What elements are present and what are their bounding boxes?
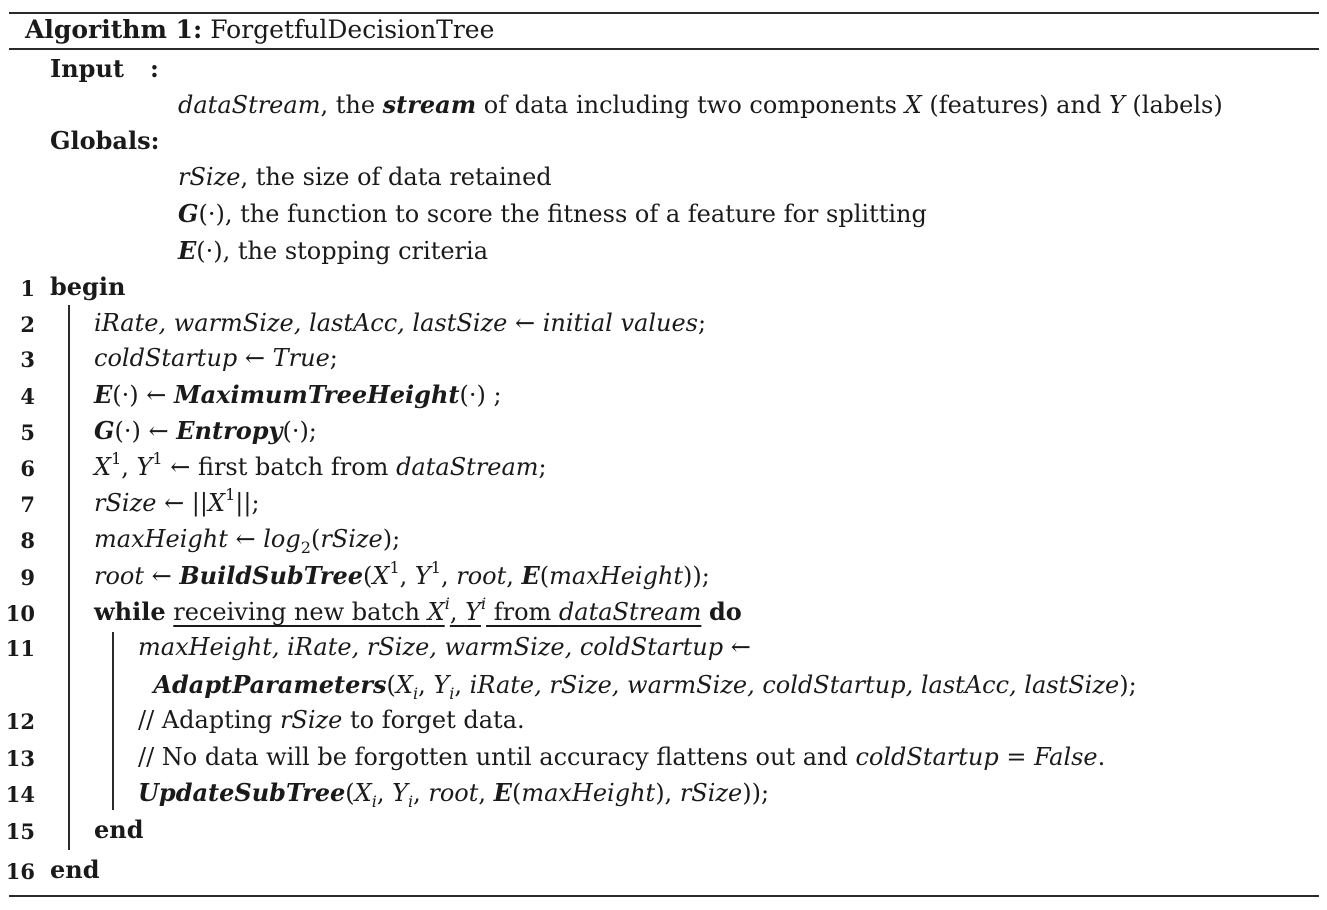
line-number: 16	[5, 859, 35, 884]
text-segment: Entropy	[176, 416, 283, 445]
text-segment: ,	[478, 779, 494, 807]
text-segment: ← first batch from	[162, 453, 397, 481]
globals-colon: :	[150, 126, 160, 155]
text-segment: False	[1034, 743, 1098, 771]
text-segment: X	[395, 671, 414, 699]
algorithm-line	[94, 485, 260, 518]
text-segment: while	[94, 597, 166, 626]
text-segment: E	[493, 778, 512, 807]
text-segment: 2	[300, 537, 311, 557]
globals-lines-item	[178, 162, 552, 192]
text-segment: dataStream	[396, 453, 539, 481]
text-segment: dataStream	[178, 91, 321, 119]
text-segment: // Adapting	[138, 706, 280, 734]
text-segment	[701, 598, 709, 626]
algorithm-line	[94, 380, 502, 410]
text-segment: do	[709, 597, 742, 626]
algorithm-line	[94, 449, 547, 482]
text-segment: (·), the function to score the fitness of a feature for splitting	[198, 200, 927, 228]
text-segment: (·) ←	[114, 417, 177, 445]
algorithm-line	[94, 416, 317, 446]
text-segment: iRate, warmSize, lastAcc, lastSize	[94, 309, 508, 337]
text-segment: initial values	[542, 309, 698, 337]
algorithm-line	[94, 524, 401, 557]
caption-rule	[9, 48, 1319, 50]
text-segment: E	[94, 380, 113, 409]
line-number: 9	[20, 565, 35, 590]
text-segment: ,	[399, 562, 415, 590]
text-segment: log	[263, 525, 301, 553]
text-segment: ,	[449, 598, 466, 626]
line-number: 7	[20, 492, 35, 517]
text-segment: ),	[655, 779, 680, 807]
algorithm-line	[153, 670, 1137, 703]
text-segment: maxHeight	[94, 525, 228, 553]
line-number: 3	[20, 347, 35, 372]
text-segment: stream	[382, 90, 477, 119]
text-segment: BuildSubTree	[179, 561, 363, 590]
input-label-text: Input	[50, 54, 124, 83]
text-segment: E	[178, 236, 197, 265]
algorithm-line	[94, 558, 710, 591]
input-colon: :	[150, 54, 159, 83]
text-segment: ,	[418, 671, 434, 699]
line-number: 2	[20, 312, 35, 337]
text-segment: i	[449, 683, 455, 703]
text-segment: ,	[121, 453, 137, 481]
text-segment: .	[1097, 743, 1106, 771]
text-segment: coldStartup	[855, 743, 999, 771]
text-segment: MaximumTreeHeight	[174, 380, 460, 409]
text-segment: Y	[1108, 91, 1125, 119]
text-segment: (	[310, 525, 321, 553]
algorithm-line	[138, 632, 751, 662]
line-number: 1	[20, 276, 35, 301]
text-segment: ← ||	[156, 489, 208, 517]
text-segment: AdaptParameters	[153, 670, 387, 699]
text-segment: ;	[329, 344, 338, 372]
text-segment: root	[94, 562, 145, 590]
text-segment: X	[427, 598, 445, 626]
input-label	[50, 54, 159, 84]
text-segment: (·) ←	[112, 381, 175, 409]
text-segment: UpdateSubTree	[138, 778, 346, 807]
text-segment: E	[521, 561, 540, 590]
algorithm-line	[94, 308, 706, 338]
line-number: 15	[5, 819, 35, 844]
algorithm-line	[138, 742, 1105, 772]
text-segment: rSize	[279, 706, 343, 734]
text-segment: True	[272, 344, 330, 372]
text-segment: (·), the stopping criteria	[196, 237, 488, 265]
line-number: 13	[5, 746, 35, 771]
line-number: 6	[20, 456, 35, 481]
text-segment: ,	[506, 562, 522, 590]
text-segment: Y	[465, 598, 481, 626]
text-segment: , the size of data retained	[240, 163, 552, 191]
text-segment: =	[998, 743, 1035, 771]
text-segment: i	[371, 791, 377, 811]
text-segment: X	[904, 91, 922, 119]
text-segment: ←	[507, 309, 543, 337]
text-segment: Y	[392, 779, 408, 807]
input-lines-item	[178, 90, 1223, 120]
text-segment: (features) and	[921, 91, 1109, 119]
text-segment: end	[94, 815, 144, 844]
text-segment: G	[178, 199, 199, 228]
line-number: 10	[5, 601, 35, 626]
text-segment: X	[372, 562, 390, 590]
line-number: 4	[20, 384, 35, 409]
text-segment: X	[94, 453, 112, 481]
text-segment: ,	[413, 779, 429, 807]
algorithm-line	[50, 272, 125, 302]
text-segment: 1	[225, 485, 236, 504]
text-segment: ←	[227, 525, 264, 553]
text-segment: // No data will be forgotten until accuracy flattens out and	[138, 743, 856, 771]
line-number: 14	[5, 782, 35, 807]
text-segment: (	[386, 671, 396, 699]
text-segment: ,	[454, 671, 470, 699]
text-segment: rSize	[178, 163, 241, 191]
text-segment: ,	[440, 562, 457, 590]
top-rule	[9, 12, 1319, 14]
text-segment: );	[1119, 671, 1137, 699]
caption-label: Algorithm 1:	[25, 15, 203, 44]
text-segment: X	[354, 779, 372, 807]
text-segment: i	[444, 594, 450, 613]
text-segment: ;	[697, 309, 707, 337]
line-number: 5	[20, 420, 35, 445]
text-segment: end	[50, 855, 100, 884]
text-segment: (·);	[282, 417, 317, 445]
text-segment: 1	[430, 558, 441, 577]
algorithm-line	[94, 815, 144, 845]
text-segment: );	[382, 525, 401, 553]
text-segment: (·) ;	[459, 381, 502, 409]
text-segment: (	[539, 562, 550, 590]
text-segment: from	[486, 598, 559, 626]
text-segment: ←	[237, 344, 273, 372]
text-segment: (labels)	[1124, 91, 1223, 119]
text-segment: maxHeight, iRate, rSize, warmSize, coldStartup	[138, 633, 724, 661]
text-segment: X	[207, 489, 226, 517]
text-segment: i	[413, 683, 419, 703]
algorithm-line	[138, 705, 525, 735]
text-segment: root	[428, 779, 479, 807]
text-segment: Y	[414, 562, 431, 590]
while-block-bar	[112, 632, 114, 810]
line-number: 11	[5, 636, 35, 661]
algorithm-caption	[25, 15, 494, 45]
text-segment: i	[480, 594, 487, 613]
text-segment: 1	[389, 558, 400, 577]
text-segment: Y	[136, 453, 153, 481]
text-segment: root	[456, 562, 507, 590]
text-segment: ));	[742, 779, 770, 807]
text-segment: rSize	[679, 779, 743, 807]
text-segment: maxHeight	[549, 562, 684, 590]
text-segment: dataStream	[558, 598, 702, 626]
text-segment: 1	[152, 449, 163, 468]
text-segment: 1	[111, 449, 122, 468]
text-segment: (	[363, 562, 373, 590]
text-segment: (	[511, 779, 522, 807]
text-segment: ←	[144, 562, 180, 590]
globals-label-text: Globals	[50, 126, 151, 155]
text-segment: receiving new batch	[173, 598, 428, 626]
algorithm-line	[94, 343, 338, 373]
text-segment: begin	[50, 272, 126, 301]
begin-block-bar	[68, 305, 70, 850]
text-segment: ,	[376, 779, 393, 807]
text-segment: coldStartup	[94, 344, 238, 372]
algorithm-line	[94, 594, 742, 627]
text-segment: i	[407, 791, 414, 811]
text-segment: maxHeight	[521, 779, 656, 807]
globals-lines-item	[178, 199, 927, 229]
algorithm-name: ForgetfulDecisionTree	[210, 15, 495, 44]
algorithm-line	[50, 855, 100, 885]
text-segment: Y	[433, 671, 450, 699]
text-segment: , the	[320, 91, 383, 119]
line-number: 12	[5, 709, 35, 734]
text-segment: to forget data.	[342, 706, 525, 734]
globals-label	[50, 126, 159, 156]
text-segment: ));	[683, 562, 710, 590]
text-segment: ←	[723, 633, 751, 661]
line-number: 8	[20, 528, 35, 553]
text-segment: ||;	[235, 489, 260, 517]
text-segment: G	[94, 416, 115, 445]
text-segment: rSize	[320, 525, 383, 553]
text-segment: of data including two components	[476, 91, 905, 119]
algorithm-line	[138, 778, 770, 811]
bottom-rule	[9, 895, 1319, 897]
text-segment: iRate, rSize, warmSize, coldStartup, lastAcc, lastSize	[469, 671, 1120, 699]
text-segment: rSize	[94, 489, 157, 517]
globals-lines-item	[178, 236, 488, 266]
text-segment: (	[345, 779, 355, 807]
text-segment: ;	[538, 453, 547, 481]
